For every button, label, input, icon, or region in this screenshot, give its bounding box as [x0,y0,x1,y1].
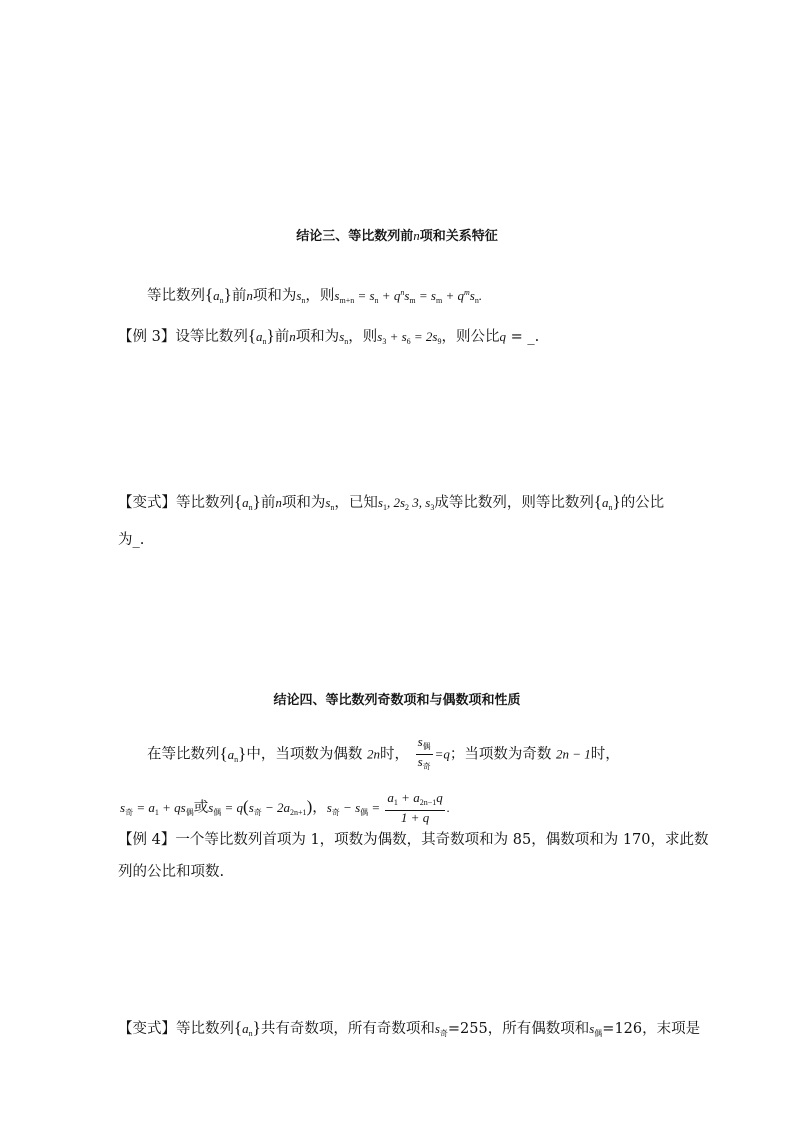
example-4-line2: 列的公比和项数. [118,864,225,880]
section-3-title: 结论三、等比数列前n项和关系特征 [296,228,498,244]
difference-fraction: $\frac{a_1 + a_{2n-1}q}{1 + q}$ [387,790,443,825]
example-4: 【例 4】一个等比数列首项为 1，项数为偶数，其奇数项和为 85，偶数项和为 170，求此数 [118,832,709,848]
ratio-fraction: $\frac{s_偶}{s_奇}$ [417,734,431,771]
section-4-formulas: $s_奇 = a_1 + qs_偶$或$s_偶 = q(s_奇 - 2a_{2n+1})$，$s_奇 - s_偶$ = $\frac{a_1 + a_{2n-1}q}{1 + q}$ . [120,790,450,825]
variant-3-line2: 为_. [118,532,145,548]
variant-4: 【变式】等比数列$\{a_n\}$共有奇数项，所有奇数项和$s_奇=255$，所有偶数项和$s_偶=126$，末项是 [118,1018,701,1038]
variant-3: 【变式】等比数列$\{a_n\}$前n项和为$s_n$，已知$s_1$, $2s_2$ 3, $s_3$成等比数列，则等比数列$\{a_n\}$的公比 [118,492,665,512]
section-3-statement: 等比数列$\{a_n\}$前n项和为$s_n$，则$s_{m+n} = s_n + q^ns_m = s_m + q^ms_n$. [147,285,483,305]
section-4-statement: 在等比数列$\{a_n\}$中，当项数为偶数 2n时， $\frac{s_偶}{s_奇}$ =q；当项数为奇数 2n − 1时， [147,735,620,778]
section-4-title: 结论四、等比数列奇数项和与偶数项和性质 [273,693,521,708]
example-3: 【例 3】设等比数列$\{a_n\}$前n项和为$s_n$，则$s_3 + s_6 = 2s_9$，则公比q = _. [118,326,540,346]
